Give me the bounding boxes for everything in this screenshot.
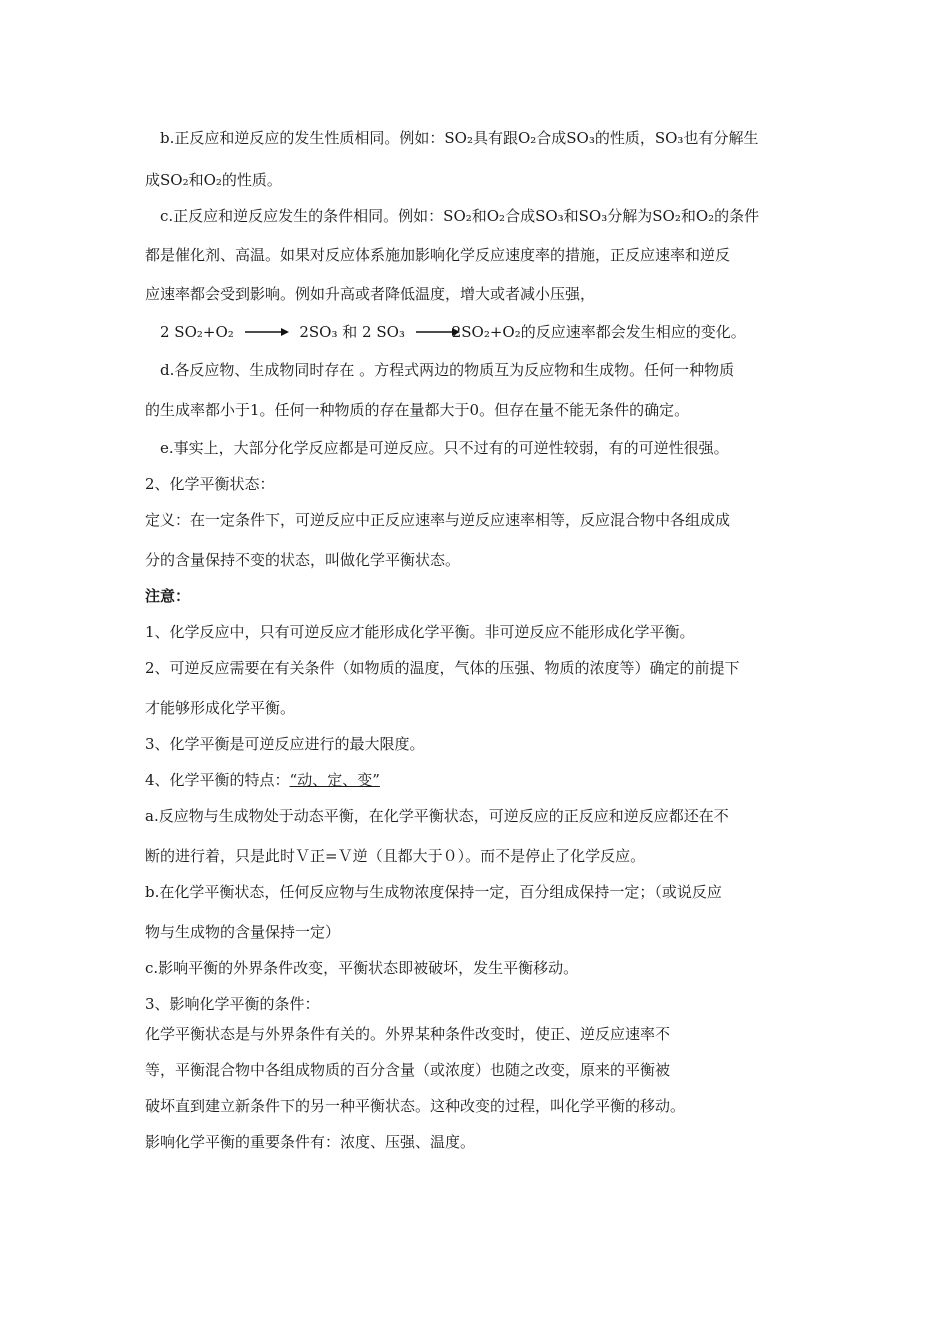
- definition-line2: 分的含量保持不变的状态，叫做化学平衡状态。: [145, 551, 461, 569]
- equation-middle: 2SO₃ 和 2 SO₃: [299, 323, 405, 341]
- feature-c-line1: c.影响平衡的外界条件改变，平衡状态即被破坏，发生平衡移动。: [145, 959, 579, 977]
- paragraph-line3: 破坏直到建立新条件下的另一种平衡状态。这种改变的过程，叫化学平衡的移动。: [145, 1097, 686, 1115]
- note-2-line2: 才能够形成化学平衡。: [145, 699, 296, 717]
- section-heading-3: 3、影响化学平衡的条件：: [145, 995, 320, 1013]
- feature-b-line2: 物与生成物的含量保持一定）: [145, 923, 341, 941]
- para-b-line2: 成SO₂和O₂的性质。: [145, 171, 282, 189]
- note-heading: 注意：: [145, 587, 191, 605]
- definition-line1: 定义：在一定条件下，可逆反应中正反应速率与逆反应速率相等，反应混合物中各组成成: [145, 511, 731, 529]
- equation-left: 2 SO₂+O₂: [160, 323, 234, 341]
- para-c-line1: c.正反应和逆反应发生的条件相同。例如：SO₂和O₂合成SO₃和SO₃分解为SO₂和O₂的条件: [160, 207, 760, 225]
- feature-b-line1: b.在化学平衡状态，任何反应物与生成物浓度保持一定，百分组成保持一定；（或说反应: [145, 883, 722, 901]
- para-e-line1: e.事实上，大部分化学反应都是可逆反应。只不过有的可逆性较弱，有的可逆性很强。: [160, 439, 729, 457]
- note-3: 3、化学平衡是可逆反应进行的最大限度。: [145, 735, 425, 753]
- note-1: 1、化学反应中，只有可逆反应才能形成化学平衡。非可逆反应不能形成化学平衡。: [145, 623, 695, 641]
- feature-a-line1: a.反应物与生成物处于动态平衡，在化学平衡状态，可逆反应的正反应和逆反应都还在不: [145, 807, 729, 825]
- note-4: [145, 770, 380, 790]
- note-4-keywords: “动、定、变”: [289, 771, 380, 789]
- equation-line: [160, 322, 746, 342]
- para-d-line1: d.各反应物、生成物同时存在 。方程式两边的物质互为反应物和生成物。任何一种物质: [160, 361, 735, 379]
- feature-a-line2: 断的进行着，只是此时Ｖ正=Ｖ逆（且都大于０）。而不是停止了化学反应。: [145, 847, 646, 865]
- note-2-line1: 2、可逆反应需要在有关条件（如物质的温度，气体的压强、物质的浓度等）确定的前提下: [145, 659, 740, 677]
- paragraph-line2: 等，平衡混合物中各组成物质的百分含量（或浓度）也随之改变，原来的平衡被: [145, 1061, 671, 1079]
- para-d-line2: 的生成率都小于1。任何一种物质的存在量都大于0。但存在量不能无条件的确定。: [145, 401, 690, 419]
- para-c-line2: 都是催化剂、高温。如果对反应体系施加影响化学反应速度率的措施，正反应速率和逆反: [145, 246, 731, 264]
- paragraph-line4: 影响化学平衡的重要条件有：浓度、压强、温度。: [145, 1133, 476, 1151]
- note-4-prefix: 4、化学平衡的特点：: [145, 771, 290, 789]
- arrow-right-icon: [245, 327, 289, 337]
- paragraph-line1: 化学平衡状态是与外界条件有关的。外界某种条件改变时，使正、逆反应速率不: [145, 1025, 671, 1043]
- equation-right: 2SO₂+O₂的反应速率都会发生相应的变化。: [451, 323, 746, 341]
- section-heading-2: 2、化学平衡状态：: [145, 475, 275, 493]
- para-c-line3: 应速率都会受到影响。例如升高或者降低温度，增大或者减小压强，: [145, 285, 596, 303]
- para-b-line1: b.正反应和逆反应的发生性质相同。例如：SO₂具有跟O₂合成SO₃的性质，SO₃也有分解生: [160, 129, 759, 147]
